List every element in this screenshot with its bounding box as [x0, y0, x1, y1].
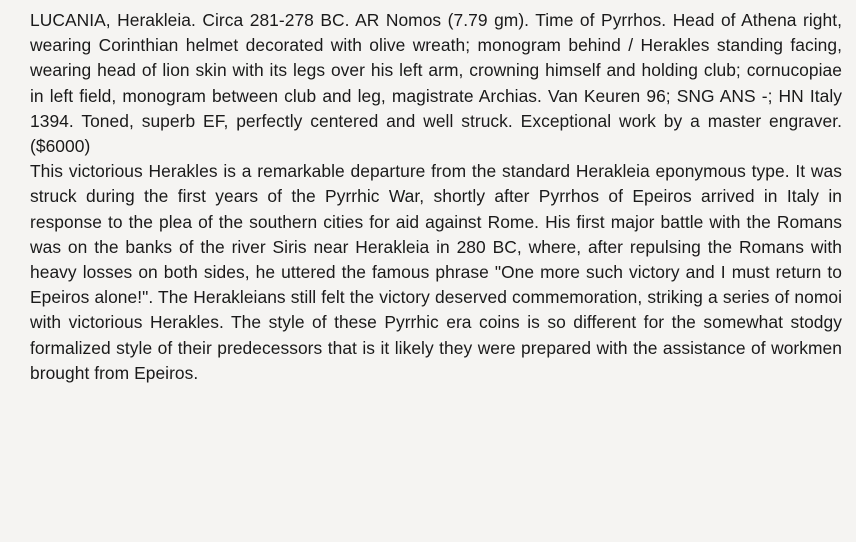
catalog-commentary: This victorious Herakles is a remarkable departure from the standard Herakleia eponymous type. It was struck during the first years of the Pyrrhic War, shortly after Pyrrhos of Epeiros arrived in Italy in response to the plea of the southern cities for aid against Rome. His first major battle with the Romans was on the banks of the river Siris near Herakleia in 280 BC, where, after repulsing the Romans with heavy losses on both sides, he uttered the famous phrase "One more such victory and I must return to Epeiros alone!". The Herakleians still felt the victory deserved commemoration, striking a series of nomoi with victorious Herakles. The style of these Pyrrhic era coins is so different for the somewhat stodgy formalized style of their predecessors that is it likely they were prepared with the assistance of workmen brought from Epeiros. [30, 161, 842, 383]
catalog-description: LUCANIA, Herakleia. Circa 281-278 BC. AR Nomos (7.79 gm). Time of Pyrrhos. Head of Athena right, wearing Corinthian helmet decorated with olive wreath; monogram behind / Herakles standing facing, wearing head of lion skin with its legs over his left arm, crowning himself and holding club; cornucopiae in left field, monogram between club and leg, magistrate Archias. Van Keuren 96; SNG ANS -; HN Italy 1394. Toned, superb EF, perfectly centered and well struck. Exceptional work by a master engraver. ($6000) [30, 10, 842, 157]
